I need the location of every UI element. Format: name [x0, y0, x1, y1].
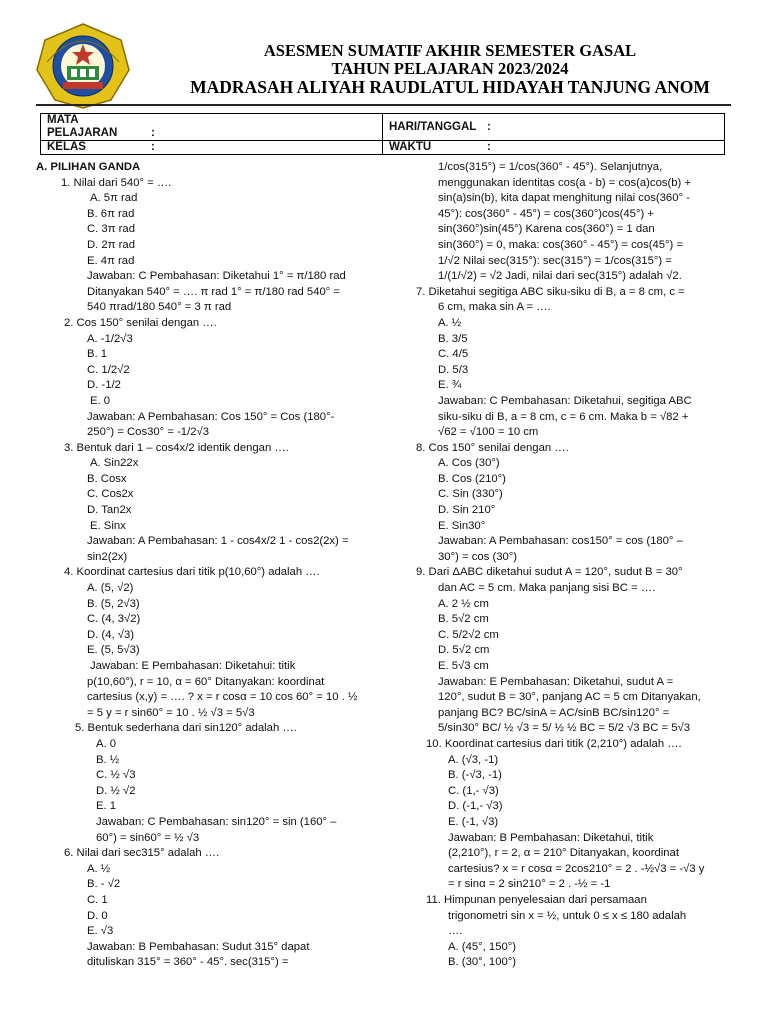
time-label: WAKTU	[389, 141, 432, 153]
text-line: C. 4/5	[438, 348, 469, 361]
date-cell	[383, 114, 725, 141]
subject-cell	[41, 114, 383, 141]
text-line: 250°) = Cos30° = -1/2√3	[87, 426, 209, 439]
text-line: 1/(1/√2) = √2 Jadi, nilai dari sec(315°) adalah √2.	[438, 270, 682, 283]
text-line: C. 1/2√2	[87, 363, 130, 376]
text-line: D. 5√2 cm	[438, 644, 490, 657]
text-line: 540 πrad/180 540° = 3 π rad	[87, 301, 232, 314]
text-line: B. Cos (210°)	[438, 472, 506, 485]
section-heading: A. PILIHAN GANDA	[36, 161, 141, 173]
text-line: C. (1,- √3)	[448, 784, 499, 797]
text-line: E. (-1, √3)	[448, 815, 499, 828]
text-line: 9. Dari ΔABC diketahui sudut A = 120°, sudut B = 30°	[416, 566, 683, 579]
text-line: 120°, sudut B = 30°, panjang AC = 5 cm Ditanyakan,	[438, 691, 701, 704]
text-line: 5. Bentuk sederhana dari sin120° adalah ….	[75, 722, 297, 735]
text-line: B. (-√3, -1)	[448, 769, 502, 782]
text-line: B. 3/5	[438, 332, 468, 345]
text-line: (2,210°), r = 2, α = 210° Ditanyakan, koordinat	[448, 847, 679, 860]
class-value: :	[151, 141, 155, 153]
text-line: D. Tan2x	[87, 504, 132, 517]
text-line: 5/sin30° BC/ ½ √3 = 5/ ½ ½ BC = 5/2 √3 BC = 5√3	[438, 722, 691, 735]
subject-label: MATA PELAJARAN	[47, 114, 118, 139]
text-line: siku-siku di B, a = 8 cm, c = 6 cm. Maka b = √82 +	[438, 410, 689, 423]
text-line: B. 1	[87, 348, 108, 361]
text-line: trigonometri sin x = ½, untuk 0 ≤ x ≤ 180 adalah	[448, 909, 687, 922]
text-line: Ditanyakan 540° = …. π rad 1° = π/180 rad 540° =	[87, 285, 341, 298]
text-line: = r sinα = 2 sin210° = 2 . -½ = -1	[448, 878, 611, 891]
text-line: dan AC = 5 cm. Maka panjang sisi BC = ….	[438, 582, 656, 595]
text-line: 11. Himpunan penyelesaian dari persamaan	[426, 893, 647, 906]
text-line: B. (5, 2√3)	[87, 597, 140, 610]
text-line: p(10,60°), r = 10, α = 60° Ditanyakan: koordinat	[87, 675, 325, 688]
text-line: E. Sinx	[90, 519, 126, 532]
text-line: 1/cos(315°) = 1/cos(360° - 45°). Selanjutnya,	[438, 161, 663, 173]
text-line: C. ½ √3	[96, 769, 136, 782]
text-line: C. 1	[87, 893, 108, 906]
exam-info-table	[40, 113, 725, 155]
text-line: ….	[448, 925, 463, 938]
time-cell	[383, 141, 725, 155]
text-line: A. -1/2√3	[87, 332, 133, 345]
text-line: 2. Cos 150° senilai dengan ….	[64, 316, 217, 329]
right-column	[400, 160, 735, 971]
text-line: 1/√2 Nilai sec(315°): sec(315°) = 1/cos(315°) =	[438, 254, 672, 267]
text-line: sin(360°) = 0, maka: cos(360° - 45°) = cos(45°) =	[438, 238, 684, 251]
text-line: 3. Bentuk dari 1 – cos4x/2 identik dengan ….	[64, 441, 289, 454]
text-line: sin(a)sin(b), kita dapat menghitung nilai cos(360° -	[438, 192, 690, 205]
text-line: 6 cm, maka sin A = ….	[438, 301, 551, 314]
text-line: 6. Nilai dari sec315° adalah ….	[64, 847, 220, 860]
document-titles	[130, 42, 768, 97]
text-line: E. 0	[90, 394, 111, 407]
subject-value: :	[151, 127, 155, 139]
date-value: :	[487, 120, 491, 133]
text-line: menggunakan identitas cos(a - b) = cos(a)cos(b) +	[438, 176, 692, 189]
text-line: D. Sin 210°	[438, 504, 496, 517]
text-line: D. 5/3	[438, 363, 469, 376]
text-line: 10. Koordinat cartesius dari titik (2,210°) adalah ….	[426, 737, 682, 750]
date-label: HARI/TANGGAL	[389, 120, 477, 133]
text-line: 4. Koordinat cartesius dari titik p(10,60°) adalah ….	[64, 566, 320, 579]
text-line: A. ½	[438, 316, 462, 329]
text-line: √62 = √100 = 10 cm	[438, 426, 539, 439]
exam-title: ASESMEN SUMATIF AKHIR SEMESTER GASAL	[263, 41, 637, 60]
text-line: E. 5√3 cm	[438, 660, 489, 672]
text-line: Jawaban: A Pembahasan: 1 - cos4x/2 1 - cos2(2x) =	[87, 535, 349, 548]
text-line: Jawaban: B Pembahasan: Diketahui, titik	[448, 831, 654, 844]
text-line: 60°) = sin60° = ½ √3	[96, 831, 200, 844]
text-line: Jawaban: C Pembahasan: sin120° = sin (160° –	[96, 815, 337, 828]
text-line: C. 5/2√2 cm	[438, 628, 499, 641]
class-label: KELAS	[47, 141, 86, 153]
school-name: MADRASAH ALIYAH RAUDLATUL HIDAYAH TANJUNG ANOM	[190, 77, 710, 97]
text-line: D. ½ √2	[96, 784, 136, 797]
text-line: C. Sin (330°)	[438, 488, 503, 501]
text-line: Jawaban: A Pembahasan: cos150° = cos (180° –	[438, 535, 683, 548]
text-line: Jawaban: C Pembahasan: Diketahui 1° = π/180 rad	[87, 270, 346, 283]
text-line: Jawaban: E Pembahasan: Diketahui, sudut A =	[438, 675, 674, 688]
text-line: = 5 y = r sin60° = 10 . ½ √3 = 5√3	[87, 706, 255, 719]
text-line: cartesius (x,y) = …. ? x = r cosα = 10 cos 60° = 10 . ½	[87, 691, 358, 704]
text-line: 8. Cos 150° senilai dengan ….	[416, 441, 569, 454]
text-line: E. 1	[96, 800, 117, 813]
text-line: C. 3π rad	[87, 223, 135, 236]
text-line: 45°): cos(360° - 45°) = cos(360°)cos(45°) +	[438, 207, 654, 220]
text-line: D. 0	[87, 909, 108, 922]
text-line: Jawaban: A Pembahasan: Cos 150° = Cos (180°-	[87, 410, 335, 423]
left-column	[36, 160, 381, 971]
text-line: 7. Diketahui segitiga ABC siku-siku di B, a = 8 cm, c =	[416, 285, 685, 298]
text-line: E. ¾	[438, 379, 462, 392]
text-line: 30°) = cos (30°)	[438, 550, 518, 563]
text-line: B. - √2	[87, 878, 121, 891]
header-divider	[36, 104, 731, 106]
text-line: sin(360°)sin(45°) Karena cos(360°) = 1 dan	[438, 223, 655, 236]
text-line: E. Sin30°	[438, 519, 486, 532]
text-line: D. -1/2	[87, 379, 121, 392]
text-line: A. (5, √2)	[87, 582, 134, 595]
text-line: cartesius? x = r cosα = 2cos210° = 2 . -½√3 = -√3 y	[448, 862, 705, 875]
text-line: D. 2π rad	[87, 238, 135, 251]
text-line: D. (-1,- √3)	[448, 800, 503, 813]
text-line: B. ½	[96, 753, 120, 766]
text-line: A. Sin22x	[90, 457, 139, 470]
school-emblem-icon	[35, 22, 131, 110]
text-line: A. 2 ½ cm	[438, 597, 489, 610]
text-line: E. (5, 5√3)	[87, 644, 140, 657]
text-line: D. (4, √3)	[87, 628, 135, 641]
text-line: A. 5π rad	[90, 192, 138, 205]
text-line: C. Cos2x	[87, 488, 134, 501]
text-line: C. (4, 3√2)	[87, 613, 141, 626]
text-line: A. (45°, 150°)	[448, 940, 517, 953]
text-line: A. Cos (30°)	[438, 457, 500, 470]
class-cell	[41, 141, 383, 155]
text-line: B. Cosx	[87, 472, 127, 485]
text-line: panjang BC? BC/sinA = AC/sinB BC/sin120° =	[438, 706, 670, 719]
text-line: E. √3	[87, 925, 114, 938]
text-line: B. (30°, 100°)	[448, 956, 517, 969]
text-line: E. 4π rad	[87, 254, 135, 267]
document-header	[0, 0, 768, 110]
text-line: A. (√3, -1)	[448, 753, 499, 766]
text-line: B. 5√2 cm	[438, 613, 489, 626]
text-line: Jawaban: B Pembahasan: Sudut 315° dapat	[87, 940, 310, 953]
text-line: A. 0	[96, 737, 117, 750]
text-line: A. ½	[87, 862, 111, 875]
text-line: Jawaban: E Pembahasan: Diketahui: titik	[90, 660, 296, 672]
text-line: Jawaban: C Pembahasan: Diketahui, segitiga ABC	[438, 394, 692, 407]
text-line: B. 6π rad	[87, 207, 135, 220]
time-value: :	[487, 141, 491, 153]
text-line: dituliskan 315° = 360° - 45°. sec(315°) =	[87, 956, 289, 969]
text-line: 1. Nilai dari 540° = ….	[61, 176, 172, 189]
academic-year: TAHUN PELAJARAN 2023/2024	[331, 59, 569, 78]
text-line: sin2(2x)	[87, 550, 128, 563]
